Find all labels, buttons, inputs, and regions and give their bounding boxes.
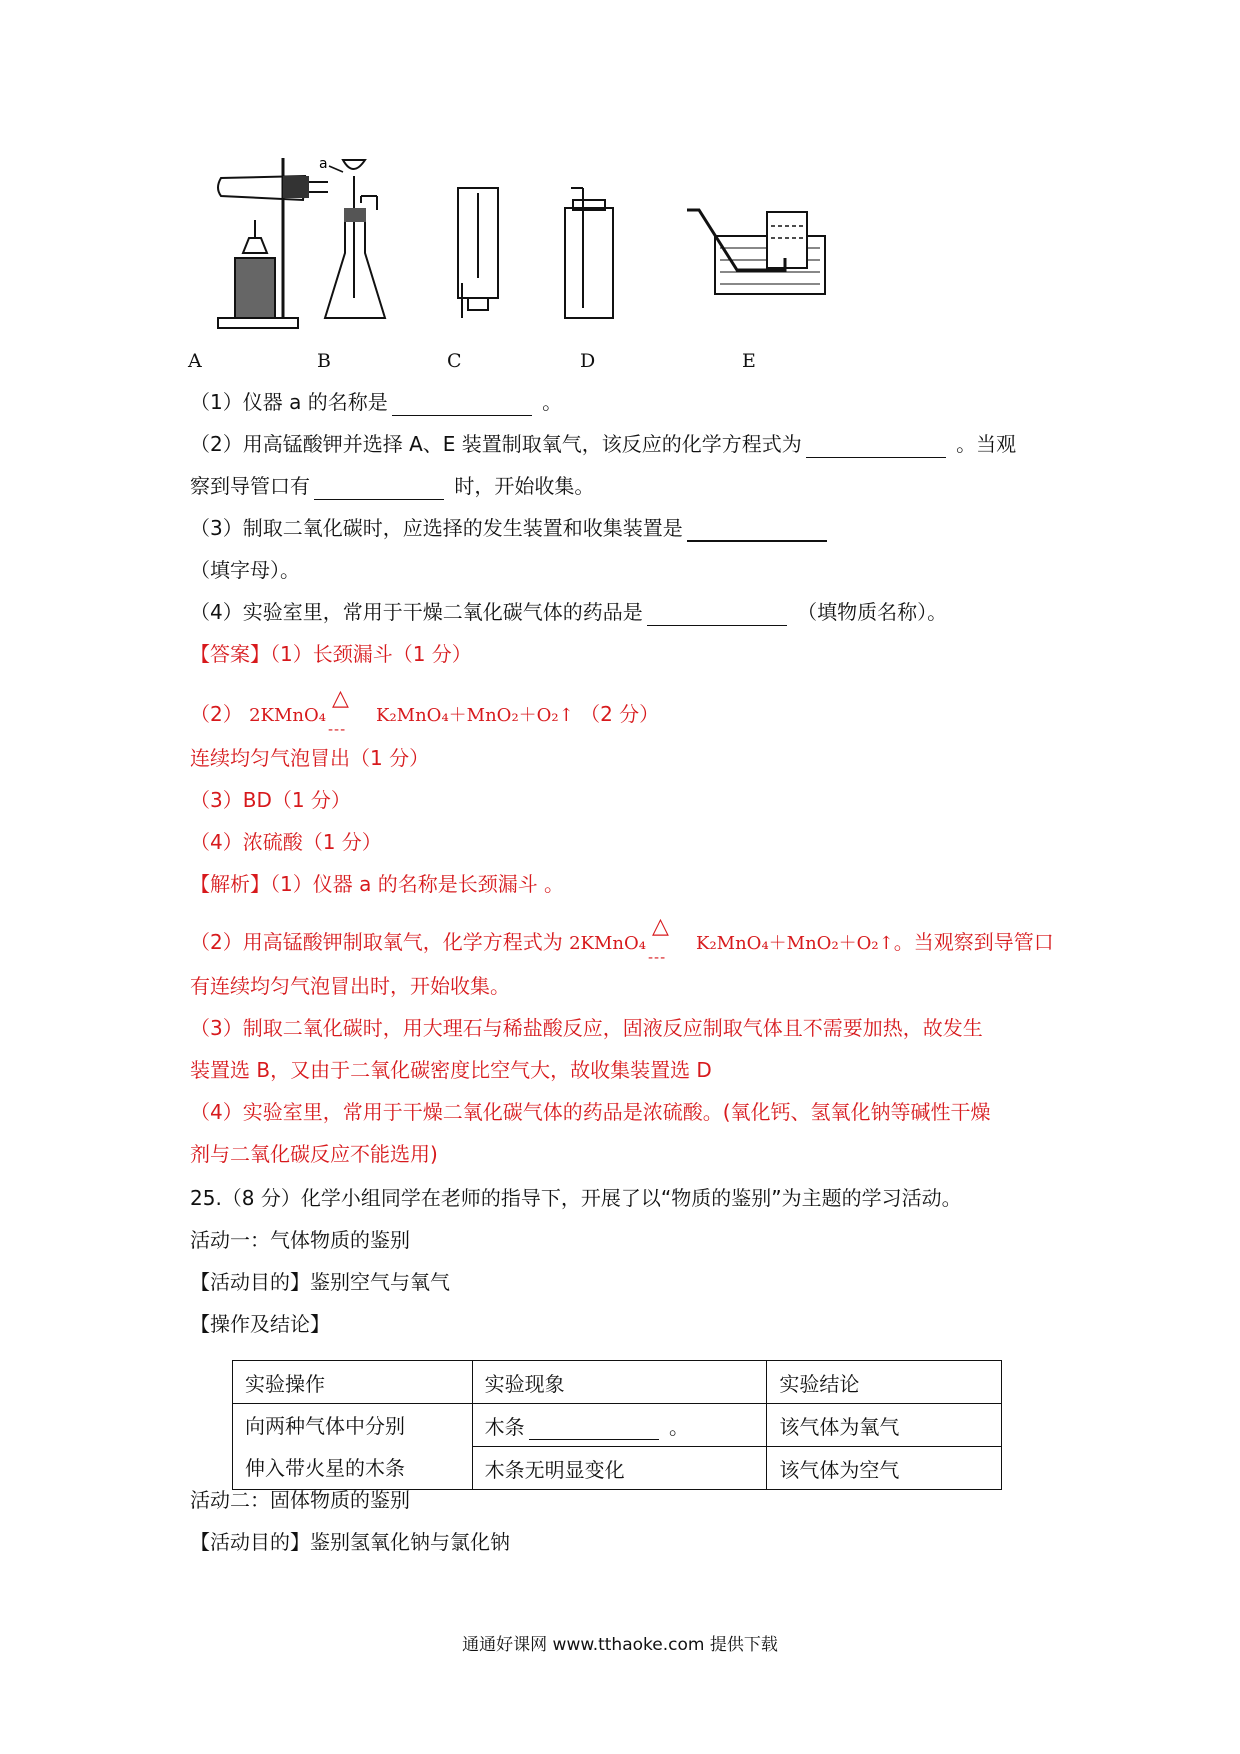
question-2-line1: （2）用高锰酸钾并选择 A、E 装置制取氧气，该反应的化学方程式为 。当观 xyxy=(190,432,1017,456)
analysis-3-line1: （3）制取二氧化碳时，用大理石与稀盐酸反应，固液反应制取气体且不需要加热，故发生 xyxy=(190,1016,983,1040)
header-phenomenon: 实验现象 xyxy=(472,1361,767,1404)
experiment-table xyxy=(232,1360,1002,1490)
answer-blank-2[interactable] xyxy=(806,437,946,458)
table-header-row xyxy=(233,1361,1002,1404)
question-2-line2: 察到导管口有 时，开始收集。 xyxy=(190,474,595,498)
phenomenon-cell: 木条 。 xyxy=(472,1404,767,1447)
answer-3: （3）BD（1 分） xyxy=(190,788,351,812)
answer-blank-3[interactable] xyxy=(314,479,444,500)
question-3-line2: （填字母）。 xyxy=(190,558,300,582)
label-a: a xyxy=(319,156,328,172)
phenomenon-cell: 木条无明显变化 xyxy=(472,1447,767,1490)
analysis-1: 【解析】（1）仪器 a 的名称是长颈漏斗 。 xyxy=(190,872,565,896)
analysis-4-line2: 剂与二氧化碳反应不能选用) xyxy=(190,1142,438,1166)
header-operation: 实验操作 xyxy=(233,1361,473,1404)
analysis-tag: 【解析】 xyxy=(190,872,270,896)
answer-1: 【答案】（1）长颈漏斗（1 分） xyxy=(190,642,472,666)
page-footer: 通通好课网 www.tthaoke.com 提供下载 xyxy=(462,1635,778,1655)
answer-blank-4[interactable] xyxy=(687,520,827,542)
answer-4: （4）浓硫酸（1 分） xyxy=(190,830,382,854)
apparatus-d-drawing xyxy=(555,148,625,338)
analysis-4-line1: （4）实验室里，常用于干燥二氧化碳气体的药品是浓硫酸。(氧化钙、氢氧化钠等碱性干燥 xyxy=(190,1100,991,1124)
answer-2: （2） 2KMnO₄ △ --- K₂MnO₄＋MnO₂＋O₂↑ （2 分） xyxy=(190,686,660,738)
apparatus-c-drawing xyxy=(450,148,510,338)
q25-title: 25.（8 分）化学小组同学在老师的指导下，开展了以“物质的鉴别”为主题的学习活动。 xyxy=(190,1186,962,1210)
question-4: （4）实验室里，常用于干燥二氧化碳气体的药品是 （填物质名称）。 xyxy=(190,600,948,624)
conclusion-cell: 该气体为氧气 xyxy=(767,1404,1002,1447)
apparatus-label-a: A xyxy=(188,350,202,372)
analysis-3-line2: 装置选 B，又由于二氧化碳密度比空气大，故收集装置选 D xyxy=(190,1058,712,1082)
question-1: （1）仪器 a 的名称是 。 xyxy=(190,390,563,414)
goal-1: 【活动目的】鉴别空气与氧气 xyxy=(190,1270,450,1294)
goal-2: 【活动目的】鉴别氢氧化钠与氯化钠 xyxy=(190,1530,510,1554)
operation-cell: 向两种气体中分别 伸入带火星的木条 xyxy=(233,1404,473,1490)
answer-blank-1[interactable] xyxy=(392,395,532,416)
answer-tag: 【答案】 xyxy=(190,642,270,666)
operations-heading: 【操作及结论】 xyxy=(190,1312,330,1336)
analysis-2-line2: 有连续均匀气泡冒出时，开始收集。 xyxy=(190,974,510,998)
conclusion-cell: 该气体为空气 xyxy=(767,1447,1002,1490)
analysis-reaction-arrow: △ --- xyxy=(648,914,669,966)
activity-1: 活动一：气体物质的鉴别 xyxy=(190,1228,410,1252)
apparatus-label-c: C xyxy=(447,350,462,372)
answer-2-line2: 连续均匀气泡冒出（1 分） xyxy=(190,746,430,770)
apparatus-e-drawing xyxy=(685,148,845,338)
answer-blank-5[interactable] xyxy=(647,605,787,626)
apparatus-label-d: D xyxy=(580,350,596,372)
apparatus-b-drawing xyxy=(315,148,405,338)
analysis-2: （2）用高锰酸钾制取氧气，化学方程式为 2KMnO₄ △ --- K₂MnO₄＋MnO₂＋O₂↑。当观察到导管口 xyxy=(190,914,1054,966)
answer-blank-6[interactable] xyxy=(529,1419,659,1440)
header-conclusion: 实验结论 xyxy=(767,1361,1002,1404)
table-row xyxy=(233,1404,1002,1447)
activity-2: 活动二：固体物质的鉴别 xyxy=(190,1488,410,1512)
apparatus-label-b: B xyxy=(317,350,331,372)
apparatus-figure xyxy=(185,148,915,348)
question-3-line1: （3）制取二氧化碳时，应选择的发生装置和收集装置是 xyxy=(190,514,831,542)
reaction-arrow: △ --- xyxy=(328,686,349,738)
apparatus-label-e: E xyxy=(742,350,756,372)
